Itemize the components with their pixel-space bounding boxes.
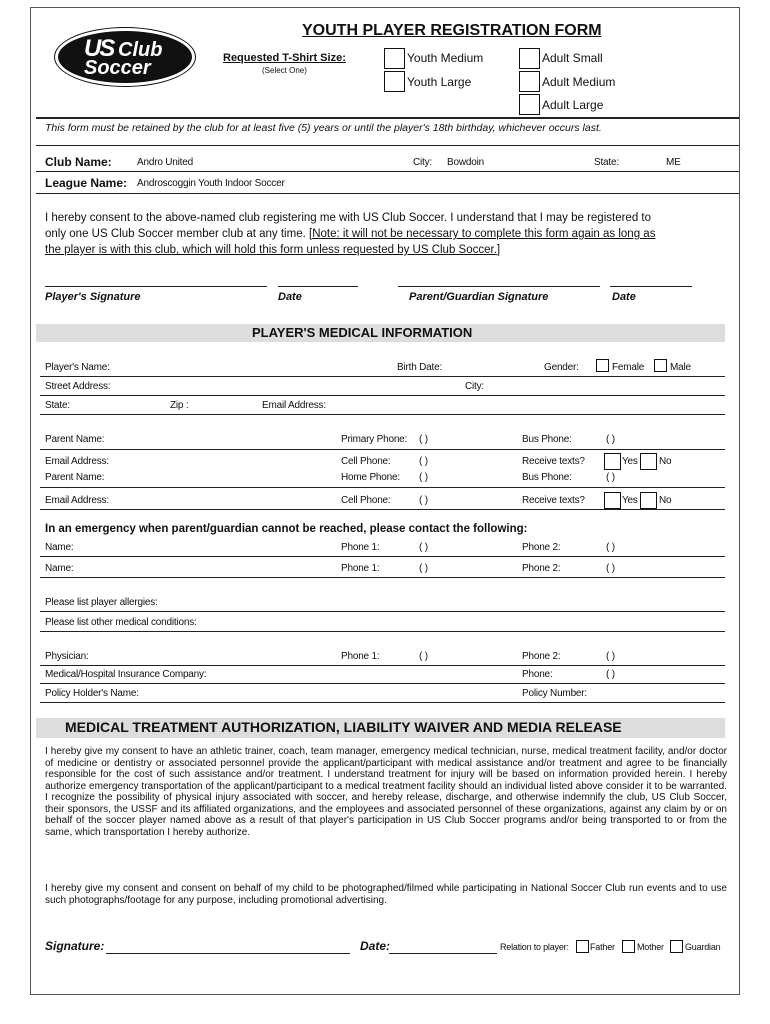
adult-small-label: Adult Small (542, 51, 603, 65)
club-name-label: Club Name: (45, 155, 112, 169)
receive-texts-label-2: Receive texts? (522, 495, 585, 506)
texts-no-checkbox[interactable] (640, 453, 657, 470)
row-divider (40, 376, 725, 377)
conditions-label: Please list other medical conditions: (45, 617, 197, 628)
father-label: Father (590, 942, 615, 952)
youth-medium-checkbox[interactable] (384, 48, 405, 69)
physician-phone1-label: Phone 1: (341, 651, 380, 662)
email-address-label-2: Email Address: (45, 495, 109, 506)
emergency-phone1-label-2: Phone 1: (341, 563, 380, 574)
male-checkbox[interactable] (654, 359, 667, 372)
club-divider (36, 171, 739, 172)
adult-large-checkbox[interactable] (519, 94, 540, 115)
female-label: Female (612, 362, 645, 373)
player-signature-line[interactable] (45, 286, 267, 287)
bus-phone-paren-2: ( ) (606, 472, 615, 483)
row-divider (40, 449, 725, 450)
waiver-heading: MEDICAL TREATMENT AUTHORIZATION, LIABILITY WAIVER AND MEDIA RELEASE (65, 719, 622, 735)
row-divider (40, 683, 725, 684)
consent-bracket: ] (496, 244, 501, 256)
emergency-heading: In an emergency when parent/guardian cannot be reached, please contact the following: (45, 523, 528, 535)
cell-phone-label-2: Cell Phone: (341, 495, 391, 506)
guardian-label: Guardian (685, 942, 721, 952)
league-name-label: League Name: (45, 176, 128, 190)
date-line-1[interactable] (278, 286, 358, 287)
physician-phone1-paren: ( ) (419, 651, 428, 662)
parent-name-label-2: Parent Name: (45, 472, 105, 483)
relation-label: Relation to player: (500, 942, 569, 952)
zip-label: Zip : (170, 400, 189, 411)
adult-medium-checkbox[interactable] (519, 71, 540, 92)
medical-heading: PLAYER'S MEDICAL INFORMATION (252, 325, 473, 340)
receive-texts-label: Receive texts? (522, 456, 585, 467)
texts-yes-label: Yes (622, 456, 638, 467)
youth-large-checkbox[interactable] (384, 71, 405, 92)
bus-phone-label: Bus Phone: (522, 434, 572, 445)
city-label: City: (413, 157, 433, 168)
row-divider (40, 611, 725, 612)
consent-line-1: I hereby consent to the above-named club registering me with US Club Soccer. I understand that I may be registered to (45, 212, 651, 224)
texts-yes-checkbox-2[interactable] (604, 492, 621, 509)
mother-checkbox[interactable] (622, 940, 635, 953)
player-signature-label: Player's Signature (45, 291, 141, 303)
policy-number-label: Policy Number: (522, 688, 587, 699)
state-value[interactable]: ME (666, 157, 681, 168)
bus-phone-paren: ( ) (606, 434, 615, 445)
emergency-phone1-label: Phone 1: (341, 542, 380, 553)
primary-phone-paren: ( ) (419, 434, 428, 445)
medical-state-label: State: (45, 400, 70, 411)
home-phone-label: Home Phone: (341, 472, 400, 483)
state-label: State: (594, 157, 619, 168)
adult-large-label: Adult Large (542, 98, 604, 112)
gender-label: Gender: (544, 362, 579, 373)
parent-name-label: Parent Name: (45, 434, 105, 445)
email-address-label: Email Address: (45, 456, 109, 467)
logo-us-text: US (84, 35, 114, 62)
tshirt-label: Requested T-Shirt Size: (223, 52, 346, 64)
allergies-label: Please list player allergies: (45, 597, 158, 608)
consent-note-end: the player is with this club, which will hold this form unless requested by US Club Soccer. (45, 244, 497, 256)
league-divider (36, 193, 739, 194)
media-release-paragraph: I hereby give my consent and consent on behalf of my child to be photographed/filmed while participating in National Soccer Club run events and to use such photographs/footage for any purpose, including promotional advertising. (45, 883, 727, 906)
guardian-signature-line[interactable] (398, 286, 600, 287)
city-value[interactable]: Bowdoin (447, 157, 484, 168)
row-divider (40, 665, 725, 666)
emergency-name-label: Name: (45, 542, 74, 553)
consent-line-3 (45, 244, 500, 256)
emergency-phone2-label: Phone 2: (522, 542, 561, 553)
texts-yes-checkbox[interactable] (604, 453, 621, 470)
date-label-2: Date (612, 291, 636, 303)
waiver-paragraph: I hereby give my consent to have an athletic trainer, coach, team manager, emergency medical technician, nurse, medical treatment facility, and/or doctor of medicine or dentistry or associated personnel provide the applicant/participant with medical assistance and/or treatment and agree to be financially responsible for the cost of such assistance and/or treatment. I understand treatment for injury will be based on information provided herein. I hereby authorize emergency transportation of the applicant/participant to a medical treatment facility should an individual listed above consider it to be warranted. I recognize the possibility of physical injury associated with soccer, and hereby release, discharge, and otherwise indemnify the club, US Club Soccer, their sponsors, the USSF and its affiliated organizations, and the employees and associated personnel of these organizations, against any claim by or on behalf of the soccer player named above as a result of that player's participation in US Club Soccer programs and/or being transported to or from the same, which transportation I hereby authorize. (45, 746, 727, 838)
street-address-label: Street Address: (45, 381, 111, 392)
guardian-checkbox[interactable] (670, 940, 683, 953)
emergency-phone1-paren-2: ( ) (419, 563, 428, 574)
logo-soccer-text: Soccer (84, 57, 151, 79)
texts-no-checkbox-2[interactable] (640, 492, 657, 509)
retain-divider (36, 145, 739, 146)
date-label-1: Date (278, 291, 302, 303)
cell-phone-label: Cell Phone: (341, 456, 391, 467)
row-divider (40, 414, 725, 415)
league-name-value[interactable]: Androscoggin Youth Indoor Soccer (137, 178, 285, 189)
row-divider (40, 702, 725, 703)
home-phone-paren: ( ) (419, 472, 428, 483)
row-divider (40, 509, 725, 510)
texts-yes-label-2: Yes (622, 495, 638, 506)
row-divider (40, 577, 725, 578)
row-divider (40, 556, 725, 557)
insurance-phone-label: Phone: (522, 669, 553, 680)
emergency-phone2-label-2: Phone 2: (522, 563, 561, 574)
medical-city-label: City: (465, 381, 485, 392)
male-label: Male (670, 362, 691, 373)
physician-phone2-paren: ( ) (606, 651, 615, 662)
texts-no-label-2: No (659, 495, 672, 506)
header-divider (36, 117, 739, 119)
tshirt-hint: (Select One) (262, 66, 307, 75)
row-divider (40, 395, 725, 396)
physician-label: Physician: (45, 651, 89, 662)
primary-phone-label: Primary Phone: (341, 434, 408, 445)
female-checkbox[interactable] (596, 359, 609, 372)
cell-phone-paren: ( ) (419, 456, 428, 467)
consent-note-start: Note: it will not be necessary to complete this form again as long as (312, 228, 656, 240)
email-label: Email Address: (262, 400, 326, 411)
youth-medium-label: Youth Medium (407, 51, 484, 65)
player-name-label: Player's Name: (45, 362, 110, 373)
birth-date-label: Birth Date: (397, 362, 443, 373)
mother-label: Mother (637, 942, 664, 952)
club-name-value[interactable]: Andro United (137, 157, 193, 168)
row-divider (40, 487, 725, 488)
signature-line[interactable] (106, 953, 350, 954)
consent-line-2-start: only one US Club Soccer member club at any time. [ (45, 228, 313, 240)
consent-line-2 (45, 228, 655, 240)
waiver-date-line[interactable] (389, 953, 497, 954)
insurance-label: Medical/Hospital Insurance Company: (45, 669, 207, 680)
emergency-phone1-paren: ( ) (419, 542, 428, 553)
youth-large-label: Youth Large (407, 75, 472, 89)
policy-holder-label: Policy Holder's Name: (45, 688, 139, 699)
adult-medium-label: Adult Medium (542, 75, 616, 89)
adult-small-checkbox[interactable] (519, 48, 540, 69)
form-title: YOUTH PLAYER REGISTRATION FORM (302, 22, 602, 39)
row-divider (40, 631, 725, 632)
bus-phone-label-2: Bus Phone: (522, 472, 572, 483)
us-club-soccer-logo (55, 28, 195, 86)
emergency-phone2-paren: ( ) (606, 542, 615, 553)
texts-no-label: No (659, 456, 672, 467)
emergency-phone2-paren-2: ( ) (606, 563, 615, 574)
logo-club-text: Club (118, 39, 163, 61)
retain-note: This form must be retained by the club for at least five (5) years or until the player's 18th birthday, whichever occurs last. (45, 122, 602, 134)
emergency-name-label-2: Name: (45, 563, 74, 574)
insurance-phone-paren: ( ) (606, 669, 615, 680)
signature-label: Signature: (45, 939, 105, 953)
waiver-date-label: Date: (360, 939, 391, 953)
cell-phone-paren-2: ( ) (419, 495, 428, 506)
guardian-signature-label: Parent/Guardian Signature (409, 291, 549, 303)
date-line-2[interactable] (610, 286, 692, 287)
father-checkbox[interactable] (576, 940, 589, 953)
physician-phone2-label: Phone 2: (522, 651, 561, 662)
